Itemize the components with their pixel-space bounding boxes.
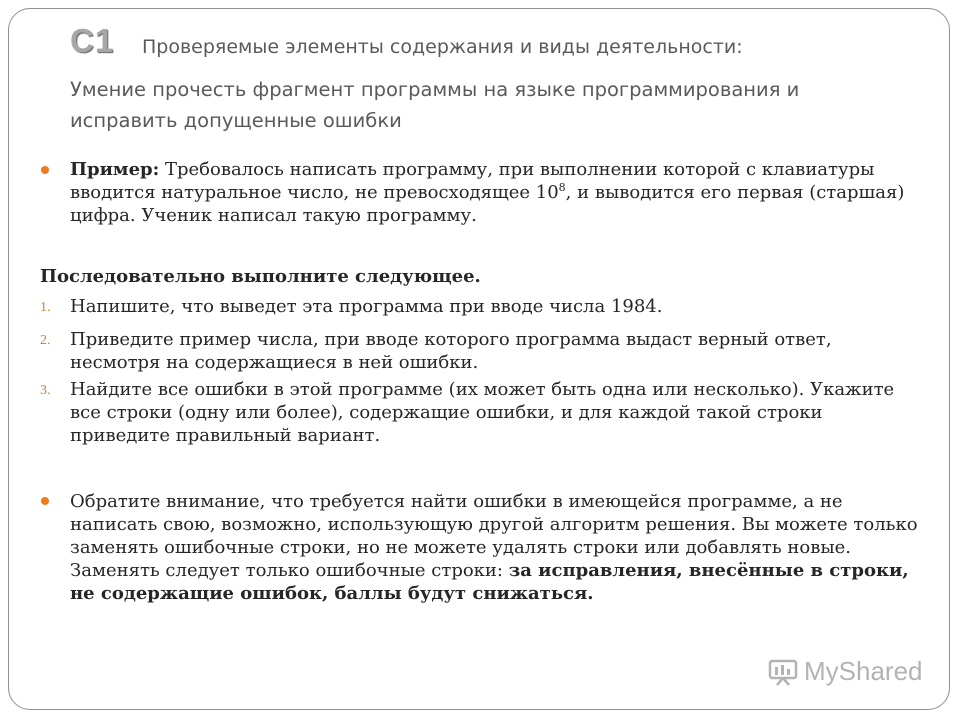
list-number: 1.	[40, 300, 51, 315]
watermark-text: MyShared	[804, 656, 923, 686]
example-text: Требовалось написать программу, при выполнении которой с клавиатуры вводится натуральное число, не превосходящее 10	[70, 159, 875, 203]
list-item: Приведите пример числа, при вводе которого программа выдаст верный ответ, несмотря на содержащиеся в ней ошибки.	[70, 329, 832, 373]
slide-title: Проверяемые элементы содержания и виды деятельности:	[142, 36, 743, 58]
list-number: 3.	[40, 383, 51, 398]
example-label: Пример:	[70, 159, 160, 180]
notice-text: Обратите внимание, что требуется найти ошибки в имеющейся программе, а не написать свою, возможно, использующую другой алгоритм решения. Вы можете только заменять ошибочные строки, но не можете удалять строки или добавлять новые. Заменять следует только ошибочные строки:	[70, 491, 918, 581]
list-item: Найдите все ошибки в этой программе (их может быть одна или несколько). Укажите все строки (одну или более), содержащие ошибки, и для каждой такой строки приведите правильный вариант.	[70, 379, 895, 446]
notice-bold: за исправления, внесённые в строки, не содержащие ошибок, баллы будут снижаться.	[70, 560, 909, 604]
notice-paragraph	[70, 490, 920, 605]
sequence-heading: Последовательно выполните следующее.	[40, 266, 481, 287]
slide-subtitle: Умение прочесть фрагмент программы на языке программирования и исправить допущенные ошибки	[70, 78, 800, 132]
bullet-icon	[41, 497, 55, 511]
example-text-end: , и выводится его первая (старшая) цифра. Ученик написал такую программу.	[70, 182, 905, 226]
slide-code: С1	[70, 22, 115, 59]
example-sup: 8	[558, 181, 566, 194]
list-item: Напишите, что выведет эта программа при вводе числа 1984.	[70, 296, 663, 317]
bullet-icon	[41, 166, 55, 180]
list-number: 2.	[40, 333, 51, 348]
example-paragraph	[70, 158, 920, 227]
presentation-icon	[768, 658, 798, 686]
